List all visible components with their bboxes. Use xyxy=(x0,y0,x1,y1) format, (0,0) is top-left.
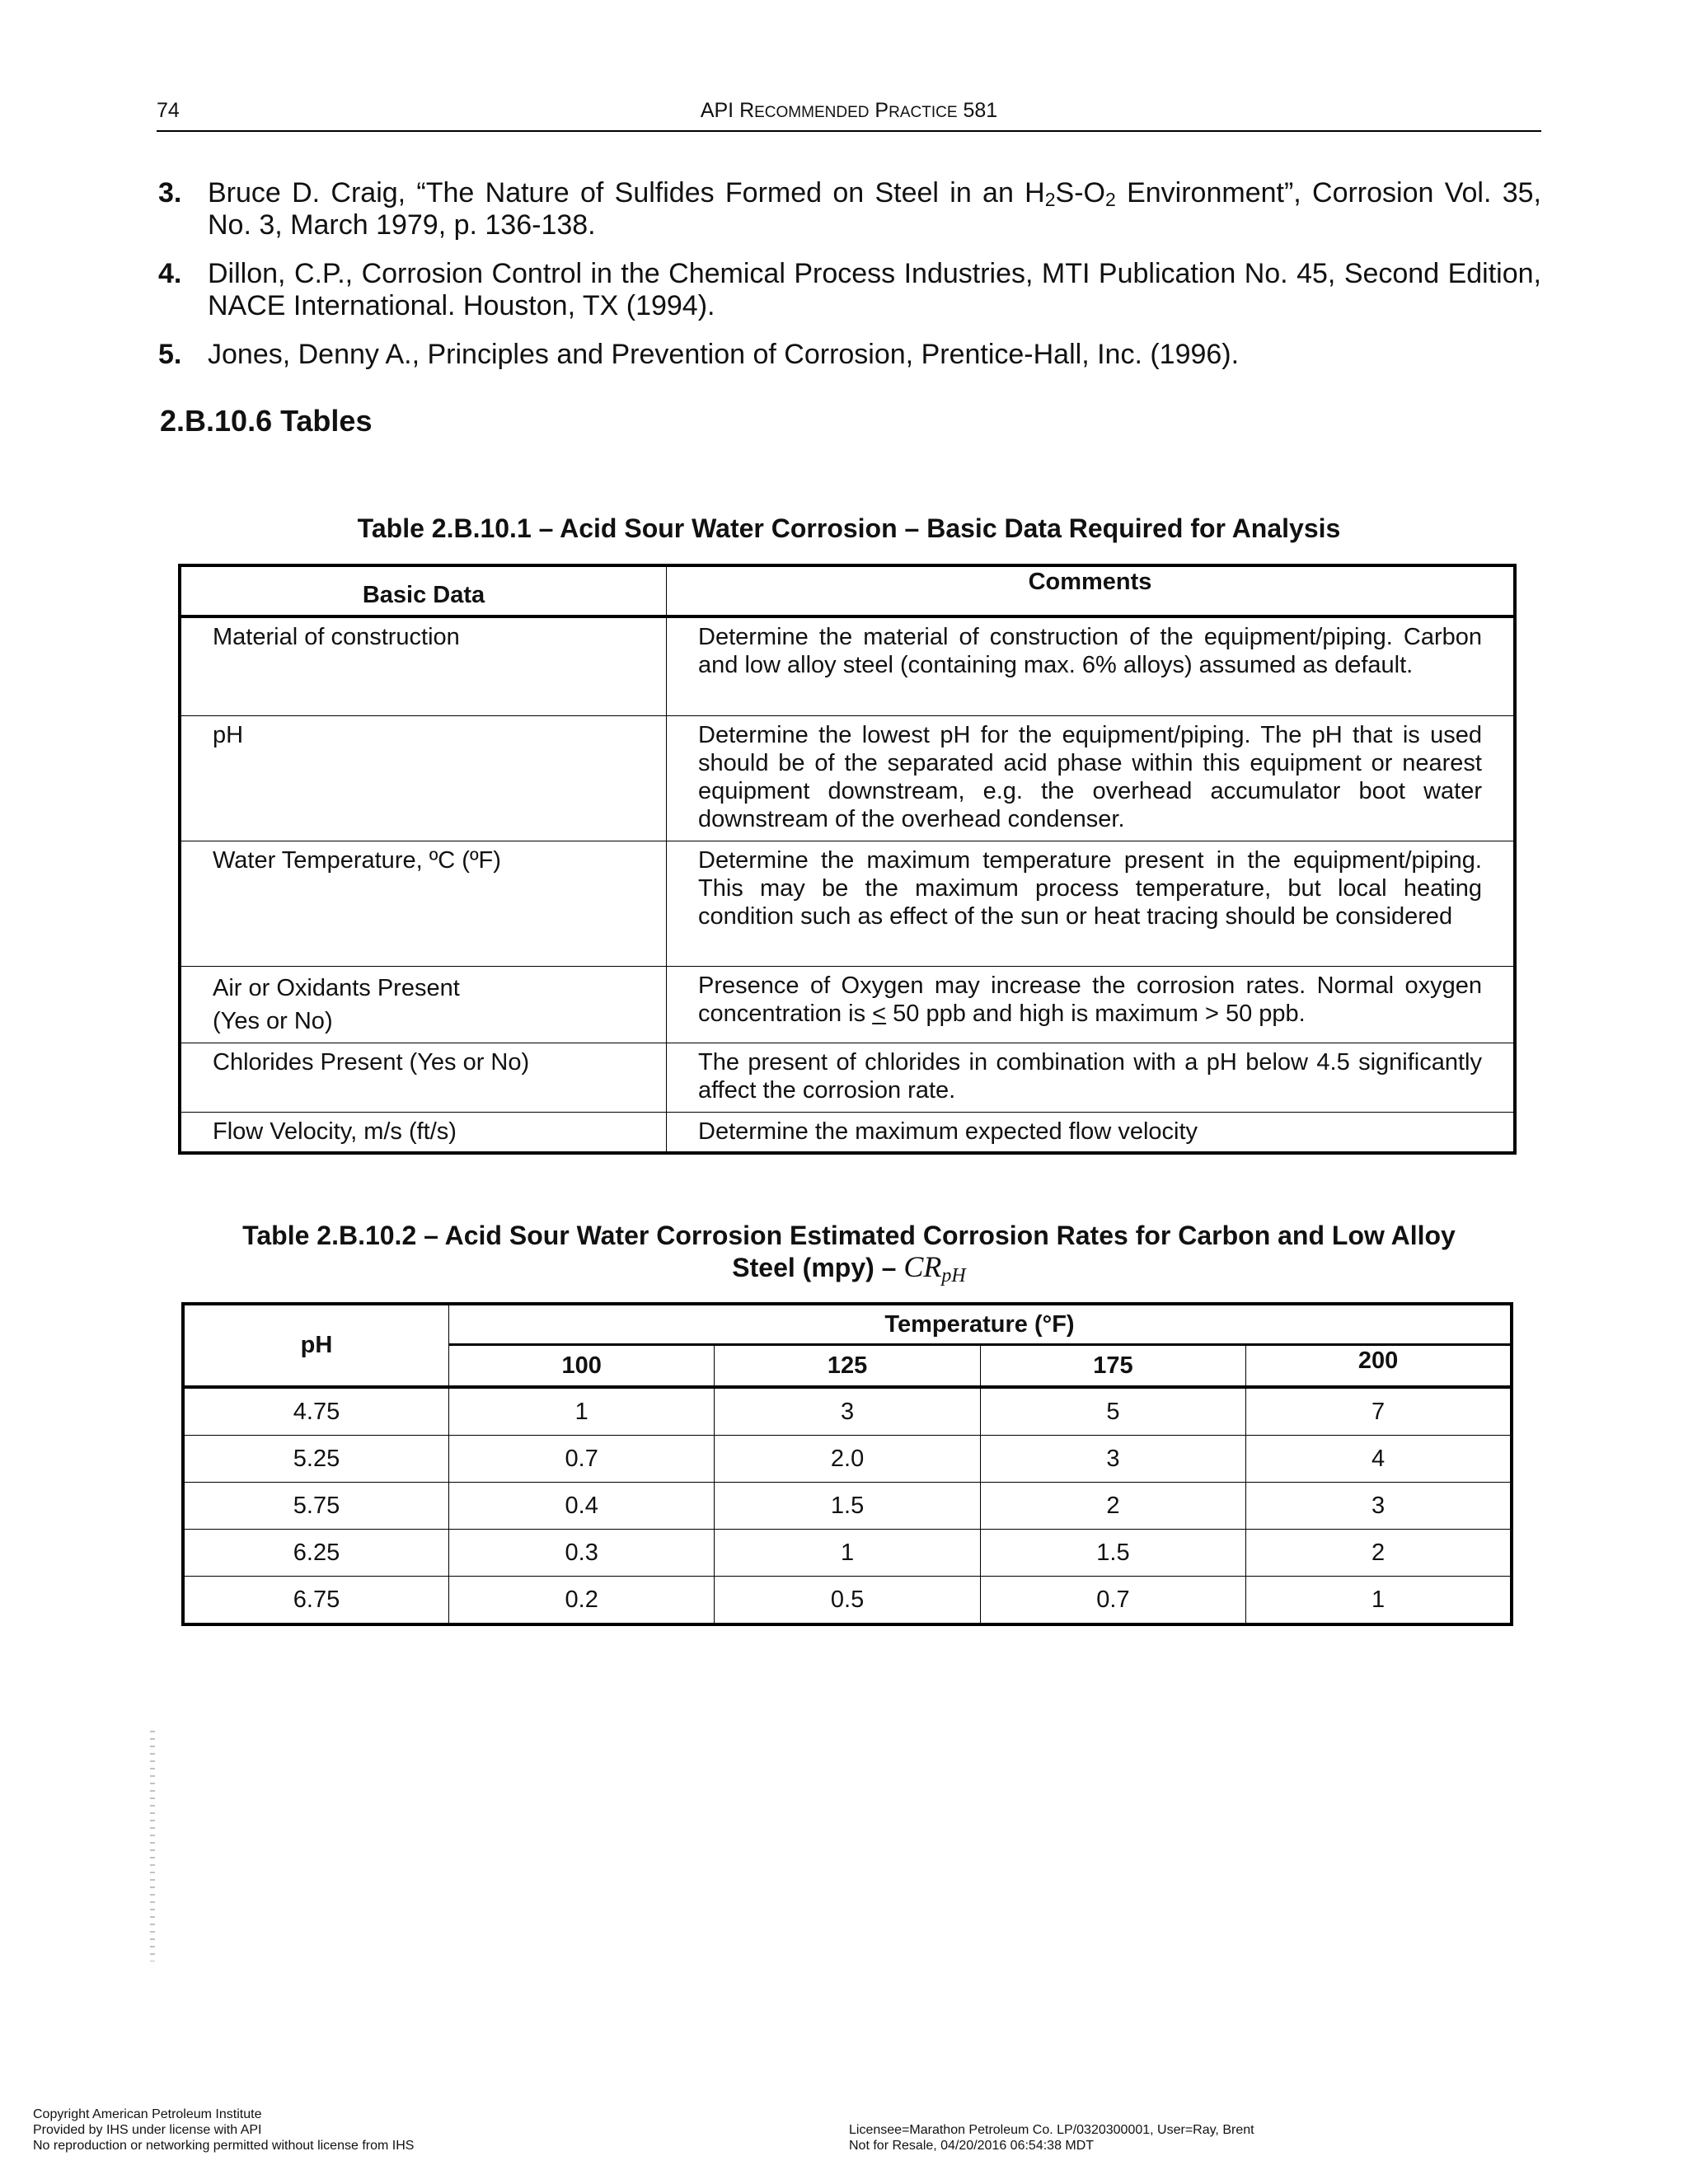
col-header-temp: 100 xyxy=(449,1345,715,1388)
col-header-temperature: Temperature (°F) xyxy=(449,1304,1512,1345)
footer-right: Licensee=Marathon Petroleum Co. LP/0320300001, User=Ray, Brent Not for Resale, 04/20/2016 06:54:38 MDT xyxy=(849,2123,1254,2153)
col-header-comments: Comments xyxy=(667,565,1516,616)
table-row: Flow Velocity, m/s (ft/s) Determine the maximum expected flow velocity xyxy=(180,1112,1515,1153)
page-header xyxy=(157,97,1541,132)
table1-caption: Table 2.B.10.1 – Acid Sour Water Corrosion – Basic Data Required for Analysis xyxy=(357,513,1341,543)
table-row: Material of construction Determine the material of construction of the equipment/piping. Carbon and low alloy steel (containing max. 6% alloys) assumed as default. xyxy=(180,616,1515,715)
reference-item: 5. Jones, Denny A., Principles and Prevention of Corrosion, Prentice-Hall, Inc. (1996). xyxy=(158,339,1240,370)
table-row: 6.25 0.3 1 1.5 2 xyxy=(183,1530,1512,1577)
footer-left: Copyright American Petroleum Institute Provided by IHS under license with API No reproduction or networking permitted without license from IHS xyxy=(33,2107,415,2153)
table-row: 5.75 0.4 1.5 2 3 xyxy=(183,1483,1512,1530)
reference-list xyxy=(157,177,1541,387)
reference-item: 4. Dillon, C.P., Corrosion Control in the Chemical Process Industries, MTI Publication No. 45, Second Edition, NACE International. Houston, TX (1994). xyxy=(158,258,1541,321)
col-header-temp: 200 xyxy=(1246,1345,1512,1388)
page-number: 74 xyxy=(157,99,180,122)
col-header-basic-data: Basic Data xyxy=(180,565,667,616)
col-header-temp: 125 xyxy=(715,1345,980,1388)
crph-symbol: $CR_{pH}$ xyxy=(903,1250,966,1286)
col-header-ph: pH xyxy=(183,1304,449,1387)
table-row: Water Temperature, ºC (ºF) Determine the maximum temperature present in the equipment/piping. This may be the maximum process temperature, but local heating condition such as effect of the sun or heat tracing should be considered xyxy=(180,841,1515,966)
table-row: Air or Oxidants Present (Yes or No) Presence of Oxygen may increase the corrosion rates. Normal oxygen concentration is < 50 ppb and high is maximum > 50 ppb. xyxy=(180,966,1515,1043)
table-row: 5.25 0.7 2.0 3 4 xyxy=(183,1436,1512,1483)
table-row: Chlorides Present (Yes or No) The present of chlorides in combination with a pH below 4.5 significantly affect the corrosion rate. xyxy=(180,1043,1515,1112)
corrosion-rate-table xyxy=(181,1302,1513,1626)
basic-data-table xyxy=(178,564,1517,1155)
margin-marks xyxy=(150,1731,155,1961)
table2-caption: Table 2.B.10.2 – Acid Sour Water Corrosion Estimated Corrosion Rates for Carbon and Low Alloy Steel $(mpy) - CR_{pH}$ xyxy=(242,1221,1456,1286)
running-title: API RECOMMENDED PRACTICE 581 xyxy=(700,99,998,122)
table-row: 4.75 1 3 5 7 xyxy=(183,1387,1512,1436)
table-row: pH Determine the lowest pH for the equipment/piping. The pH that is used should be of the separated acid phase within this equipment or nearest equipment downstream, e.g. the overhead accumulator boot water downstream of the overhead condenser. xyxy=(180,715,1515,841)
section-title: 2.B.10.6 Tables xyxy=(160,404,373,438)
table-row: 6.75 0.2 0.5 0.7 1 xyxy=(183,1577,1512,1625)
col-header-temp: 175 xyxy=(980,1345,1245,1388)
reference-item: 3. Bruce D. Craig, “The Nature of Sulfides Formed on Steel in an $H_2S-O_2$ Environment”, Corrosion Vol. 35, No. 3, March 1979, p. 136-138. xyxy=(158,177,1541,241)
